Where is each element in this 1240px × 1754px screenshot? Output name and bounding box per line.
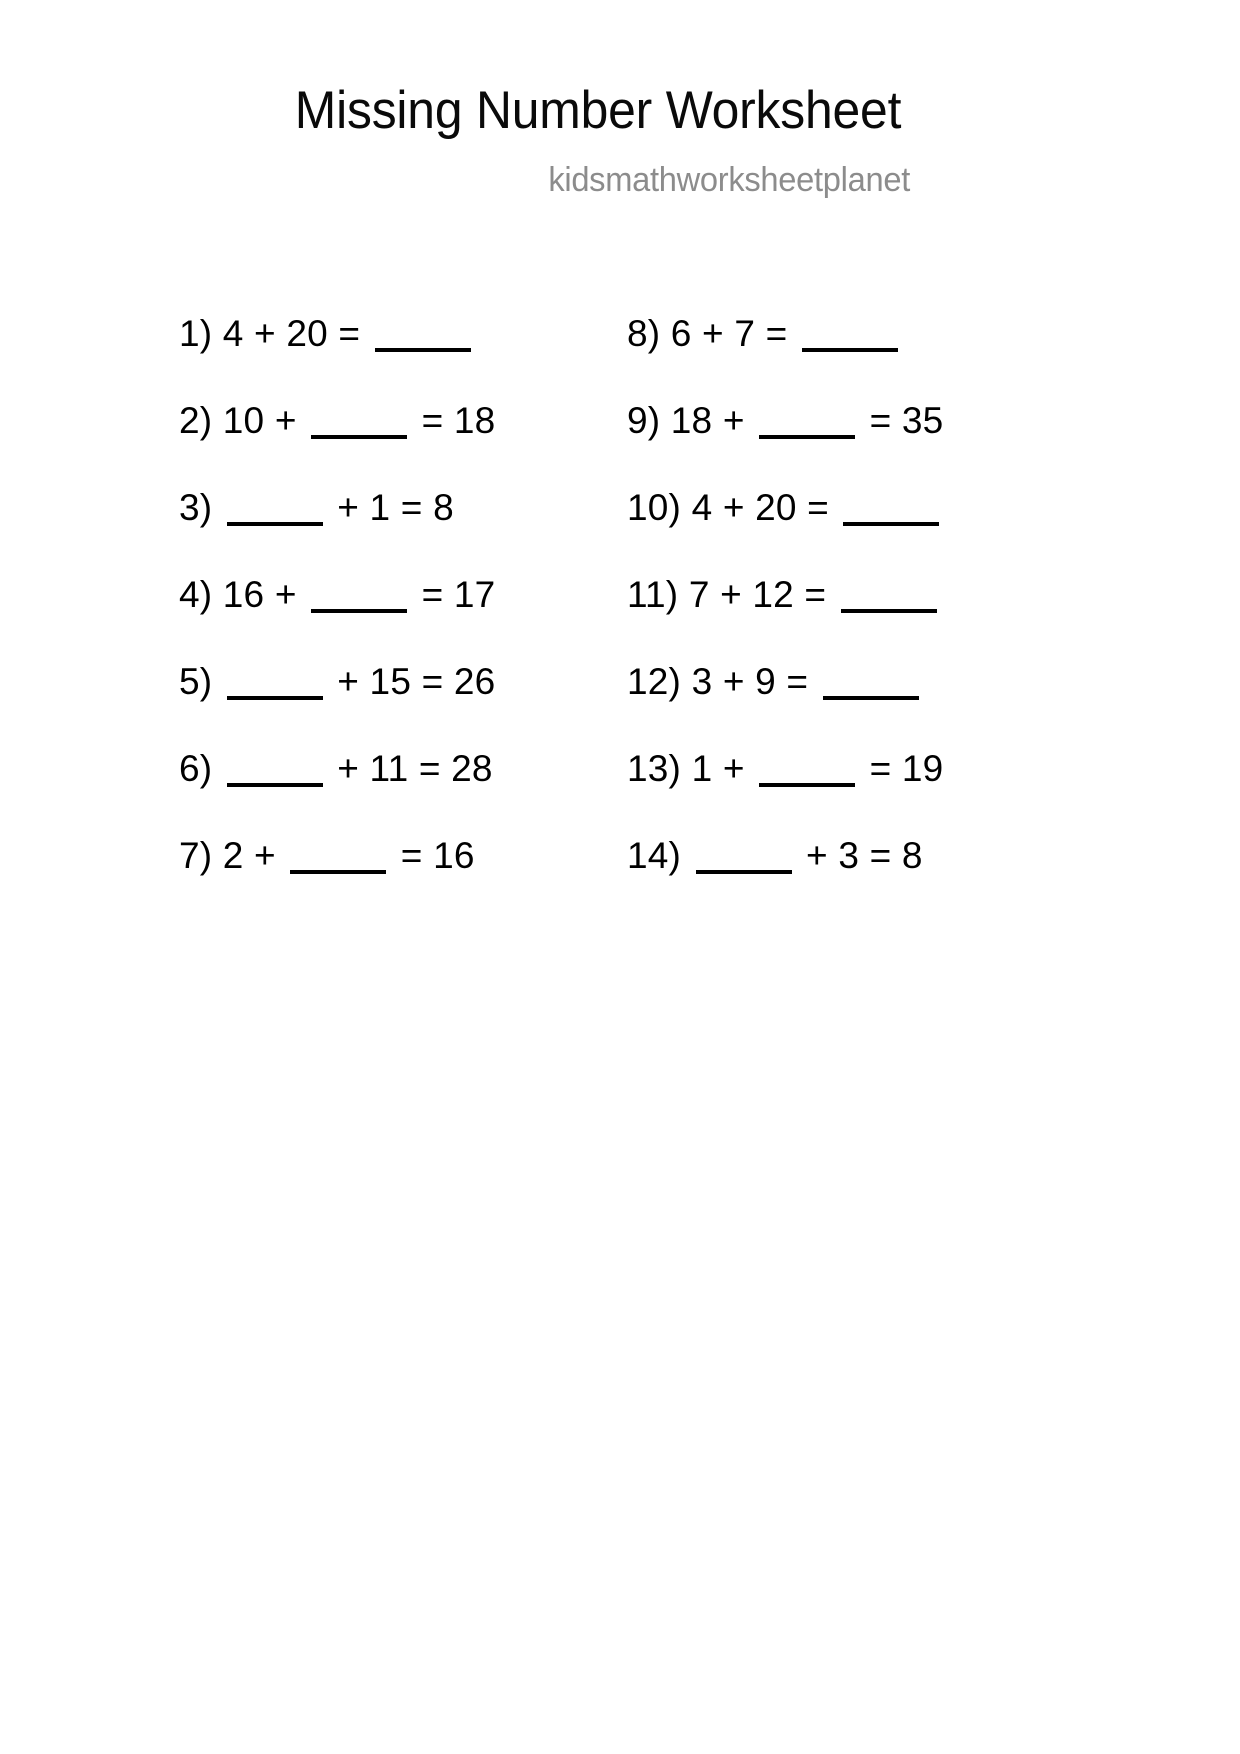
problem-row — [179, 740, 599, 827]
page-title: Missing Number Worksheet — [294, 81, 902, 140]
problem-expression — [627, 827, 923, 885]
expression-before-blank: 1 + — [691, 748, 756, 789]
problem-row — [179, 392, 599, 479]
problem-number: 10) — [627, 487, 692, 528]
answer-blank[interactable] — [311, 575, 407, 613]
answer-blank[interactable] — [290, 836, 386, 874]
problem-column-right — [627, 305, 1057, 914]
expression-before-blank: 10 + — [222, 400, 308, 441]
problem-number: 9) — [627, 400, 671, 441]
problem-row — [179, 653, 599, 740]
expression-before-blank: 4 + 20 = — [222, 313, 371, 354]
problem-row — [627, 479, 1057, 566]
problem-row — [627, 305, 1057, 392]
problem-row — [627, 392, 1057, 479]
expression-after-blank: + 3 = 8 — [795, 835, 923, 876]
expression-before-blank: 3 + 9 = — [691, 661, 819, 702]
problem-number: 6) — [179, 748, 223, 789]
expression-after-blank: = 19 — [859, 748, 944, 789]
expression-after-blank: = 18 — [411, 400, 496, 441]
problem-expression — [627, 392, 943, 450]
expression-after-blank: = 17 — [411, 574, 496, 615]
problem-number: 11) — [627, 574, 689, 615]
problem-expression — [179, 392, 495, 450]
expression-after-blank: = 35 — [859, 400, 944, 441]
answer-blank[interactable] — [375, 314, 471, 352]
problem-row — [627, 740, 1057, 827]
problem-number: 5) — [179, 661, 223, 702]
problem-row — [179, 479, 599, 566]
answer-blank[interactable] — [696, 836, 792, 874]
answer-blank[interactable] — [843, 488, 939, 526]
expression-after-blank: + 11 = 28 — [326, 748, 493, 789]
answer-blank[interactable] — [759, 401, 855, 439]
problem-expression — [179, 566, 495, 624]
site-attribution: kidsmathworksheetplanet — [548, 161, 910, 199]
expression-before-blank: 6 + 7 = — [670, 313, 798, 354]
expression-after-blank: + 15 = 26 — [326, 661, 496, 702]
problem-expression — [179, 653, 495, 711]
expression-before-blank: 7 + 12 = — [688, 574, 837, 615]
problem-row — [627, 566, 1057, 653]
answer-blank[interactable] — [227, 749, 323, 787]
problem-expression — [179, 479, 454, 537]
problem-row — [627, 827, 1057, 914]
problem-number: 14) — [627, 835, 692, 876]
expression-after-blank: = 16 — [390, 835, 475, 876]
problem-expression — [627, 305, 902, 363]
problem-row — [179, 305, 599, 392]
problem-expression — [179, 827, 475, 885]
problem-expression — [627, 740, 943, 798]
problem-expression — [179, 305, 475, 363]
problem-number: 2) — [179, 400, 223, 441]
problem-number: 8) — [627, 313, 671, 354]
answer-blank[interactable] — [759, 749, 855, 787]
problem-number: 13) — [627, 748, 692, 789]
problem-number: 12) — [627, 661, 692, 702]
problem-expression — [627, 566, 941, 624]
problem-expression — [179, 740, 493, 798]
problem-row — [179, 827, 599, 914]
problem-number: 3) — [179, 487, 223, 528]
problem-number: 1) — [179, 313, 223, 354]
expression-before-blank: 16 + — [222, 574, 308, 615]
problem-number: 4) — [179, 574, 223, 615]
answer-blank[interactable] — [823, 662, 919, 700]
expression-before-blank: 18 + — [670, 400, 756, 441]
expression-after-blank: + 1 = 8 — [326, 487, 454, 528]
expression-before-blank: 2 + — [222, 835, 287, 876]
answer-blank[interactable] — [841, 575, 937, 613]
problem-number: 7) — [179, 835, 223, 876]
answer-blank[interactable] — [802, 314, 898, 352]
answer-blank[interactable] — [311, 401, 407, 439]
problem-expression — [627, 653, 923, 711]
problem-row — [627, 653, 1057, 740]
answer-blank[interactable] — [227, 488, 323, 526]
problem-expression — [627, 479, 943, 537]
answer-blank[interactable] — [227, 662, 323, 700]
problem-row — [179, 566, 599, 653]
problem-column-left — [179, 305, 599, 914]
expression-before-blank: 4 + 20 = — [691, 487, 840, 528]
